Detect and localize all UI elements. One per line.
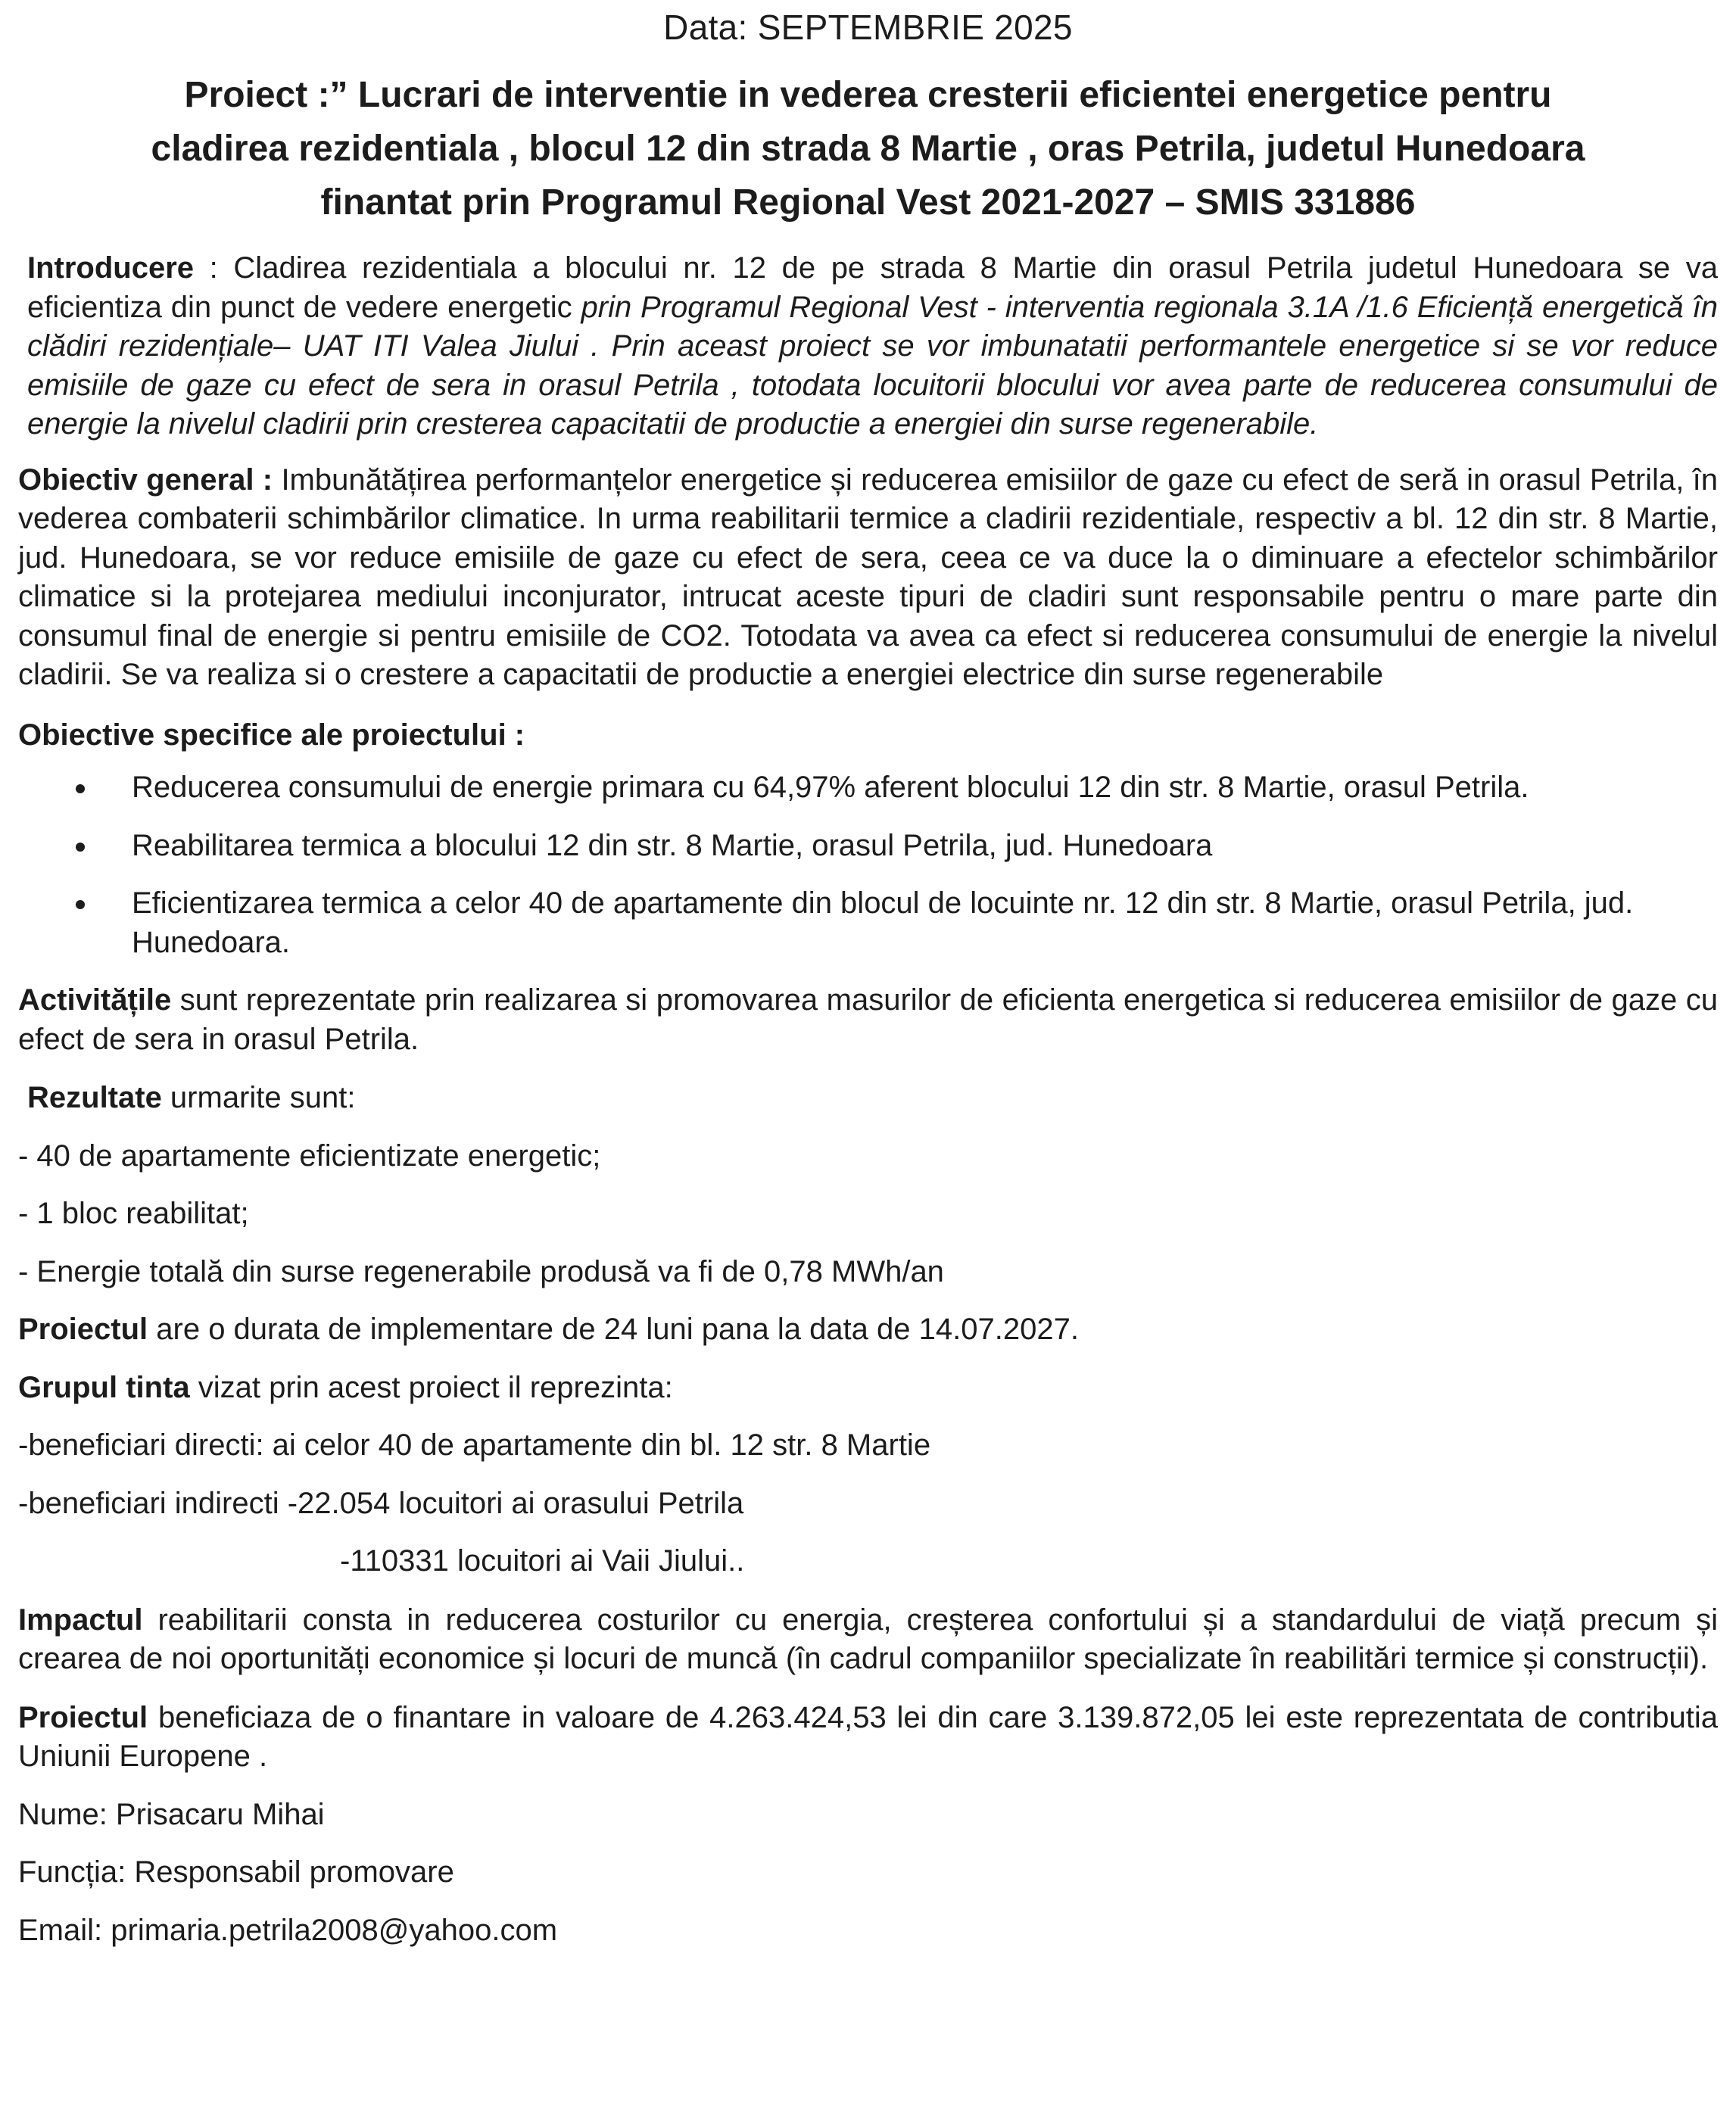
introducere-text-italic: prin Programul Regional Vest - interventia regionala 3.1A /1.6 Eficiență energetică în clădiri rezidențiale– UAT ITI Valea Jiului . Prin aceast proiect se vor imbunatatii performantele energetice si se vor reduce emisiile de gaze cu efect de sera in orasul Petrila , totodata locuitorii blocului vor avea parte de reducerea consumului de energie la nivelul cladirii prin cresterea capacitatii de productie a energiei din surse regenerabile.	[27, 290, 1718, 441]
introducere-separator: :	[194, 251, 234, 285]
contact-function: Funcția: Responsabil promovare	[18, 1855, 454, 1889]
impact-paragraph	[18, 1601, 1718, 1679]
activitati-paragraph	[18, 981, 1718, 1059]
beneficiari-indirecti: -beneficiari indirecti -22.054 locuitori ai orasului Petrila	[18, 1486, 744, 1520]
introducere-text: Cladirea rezidentiala a blocului nr. 12 de pe strada 8 Martie din orasul Petrila judetul Hunedoara se va eficientiza din punct de vedere energetic	[27, 251, 1718, 324]
obiective-specifice-label: Obiective specifice ale proiectului :	[18, 718, 525, 752]
contact-email: Email: primaria.petrila2008@yahoo.com	[18, 1913, 558, 1947]
impact-text: reabilitarii consta in reducerea costurilor cu energia, creșterea confortului și a standardului de viață precum și crearea de noi oportunități economice și locuri de muncă (în cadrul companiilor specializate în reabilitări termice și construcții).	[18, 1603, 1718, 1675]
rezultate-text: urmarite sunt:	[161, 1081, 356, 1114]
bullet-icon	[76, 900, 85, 909]
bullet-icon	[76, 784, 85, 793]
list-item-text: Reducerea consumului de energie primara cu 64,97% aferent blocului 12 din str. 8 Martie, orasul Petrila.	[132, 771, 1529, 804]
list-item	[18, 884, 1718, 962]
introducere-paragraph	[18, 249, 1718, 444]
obiectiv-general-label: Obiectiv general :	[18, 463, 273, 497]
obiectiv-general-paragraph	[18, 461, 1718, 695]
rezultate-heading	[18, 1079, 1718, 1118]
grup-tinta-text: vizat prin acest proiect il reprezinta:	[189, 1370, 673, 1404]
contact-name: Nume: Prisacaru Mihai	[18, 1797, 325, 1831]
rezultat-item: - Energie totală din surse regenerabile produsă va fi de 0,78 MWh/an	[18, 1254, 944, 1288]
finantare-text: beneficiaza de o finantare in valoare de 4.263.424,53 lei din care 3.139.872,05 lei este reprezentata de contributia Uniunii Europene .	[18, 1700, 1718, 1773]
beneficiari-directi: -beneficiari directi: ai celor 40 de apartamente din bl. 12 str. 8 Martie	[18, 1428, 931, 1462]
rezultat-item: - 1 bloc reabilitat;	[18, 1197, 249, 1230]
list-item-text: Eficientizarea termica a celor 40 de apartamente din blocul de locuinte nr. 12 din str. 8 Martie, orasul Petrila, jud. Hunedoara.	[132, 886, 1634, 959]
obiective-specifice-heading	[18, 716, 1718, 755]
impact-label: Impactul	[18, 1603, 143, 1637]
introducere-label: Introducere	[27, 251, 195, 285]
finantare-label: Proiectul	[18, 1700, 148, 1734]
activitati-label: Activitățile	[18, 983, 172, 1017]
durata-label: Proiectul	[18, 1313, 148, 1346]
document-date: Data: SEPTEMBRIE 2025	[663, 8, 1073, 47]
list-item	[18, 827, 1718, 866]
document-title	[18, 68, 1718, 229]
rezultate-label: Rezultate	[27, 1081, 162, 1114]
list-item	[18, 768, 1718, 808]
obiective-specifice-list	[18, 768, 1718, 962]
activitati-text: sunt reprezentate prin realizarea si promovarea masurilor de eficienta energetica si reducerea emisiilor de gaze cu efect de sera in orasul Petrila.	[18, 983, 1718, 1056]
title-line: Proiect :” Lucrari de interventie in vederea cresterii eficientei energetice pentru	[184, 75, 1552, 115]
durata-paragraph	[18, 1310, 1718, 1350]
grup-tinta-label: Grupul tinta	[18, 1370, 190, 1404]
list-item-text: Reabilitarea termica a blocului 12 din str. 8 Martie, orasul Petrila, jud. Hunedoara	[132, 828, 1213, 862]
finantare-paragraph	[18, 1699, 1718, 1777]
beneficiari-indirecti-2: -110331 locuitori ai Vaii Jiului..	[340, 1544, 745, 1578]
bullet-icon	[76, 843, 85, 852]
title-line: cladirea rezidentiala , blocul 12 din strada 8 Martie , oras Petrila, judetul Hunedoara	[151, 129, 1585, 169]
rezultat-item: - 40 de apartamente eficientizate energetic;	[18, 1139, 601, 1173]
obiectiv-general-text: Imbunătățirea performanțelor energetice și reducerea emisiilor de gaze cu efect de seră in orasul Petrila, în vederea combaterii schimbărilor climatice. In urma reabilitarii termice a cladirii rezidentiale, respectiv a bl. 12 din str. 8 Martie, jud. Hunedoara, se vor reduce emisiile de gaze cu efect de sera, ceea ce va duce la o diminuare a efectelor schimbărilor climatice si la protejarea mediului inconjurator, intrucat aceste tipuri de cladiri sunt responsabile pentru o mare parte din consumul final de energie si pentru emisiile de CO2. Totodata va avea ca efect si reducerea consumului de energie la nivelul cladirii. Se va realiza si o crestere a capacitatii de productie a energiei electrice din surse regenerabile	[18, 463, 1718, 691]
grup-tinta-paragraph	[18, 1369, 1718, 1408]
durata-text: are o durata de implementare de 24 luni pana la data de 14.07.2027.	[148, 1313, 1079, 1346]
title-line: finantat prin Programul Regional Vest 2021-2027 – SMIS 331886	[320, 182, 1416, 223]
